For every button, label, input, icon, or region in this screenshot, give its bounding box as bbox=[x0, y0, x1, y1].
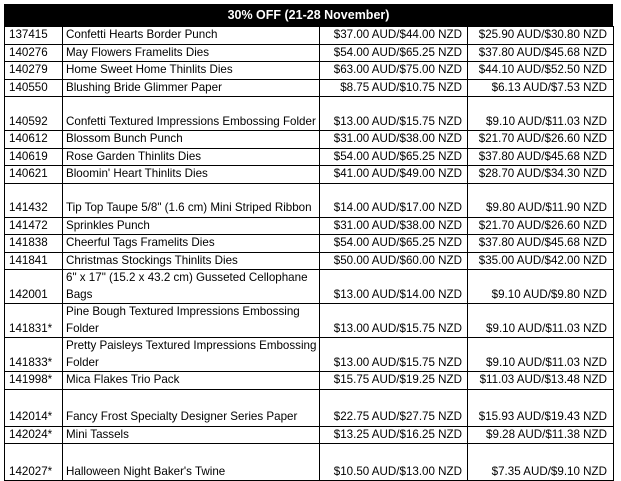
regular-price: $54.00 AUD/$65.25 NZD bbox=[320, 44, 468, 62]
table-row bbox=[5, 79, 614, 97]
product-code: 140621 bbox=[5, 166, 63, 184]
table-row bbox=[5, 304, 614, 338]
table-row bbox=[5, 148, 614, 166]
product-code: 141432 bbox=[5, 183, 63, 217]
regular-price: $63.00 AUD/$75.00 NZD bbox=[320, 62, 468, 80]
product-code: 141998* bbox=[5, 372, 63, 390]
table-row bbox=[5, 252, 614, 270]
sale-price: $6.13 AUD/$7.53 NZD bbox=[468, 79, 614, 97]
product-description: Home Sweet Home Thinlits Dies bbox=[63, 62, 320, 80]
product-table bbox=[4, 26, 614, 481]
sale-price: $25.90 AUD/$30.80 NZD bbox=[468, 27, 614, 45]
table-row bbox=[5, 166, 614, 184]
product-description: May Flowers Framelits Dies bbox=[63, 44, 320, 62]
sale-price: $9.10 AUD/$9.80 NZD bbox=[468, 270, 614, 304]
product-description: Blossom Bunch Punch bbox=[63, 131, 320, 149]
regular-price: $13.00 AUD/$15.75 NZD bbox=[320, 304, 468, 338]
product-code: 140592 bbox=[5, 97, 63, 131]
product-description: 6" x 17" (15.2 x 43.2 cm) Gusseted Cellophane Bags bbox=[63, 270, 320, 304]
sale-price: $11.03 AUD/$13.48 NZD bbox=[468, 372, 614, 390]
sale-price: $37.80 AUD/$45.68 NZD bbox=[468, 235, 614, 253]
regular-price: $14.00 AUD/$17.00 NZD bbox=[320, 183, 468, 217]
sale-price: $37.80 AUD/$45.68 NZD bbox=[468, 148, 614, 166]
regular-price: $15.75 AUD/$19.25 NZD bbox=[320, 372, 468, 390]
product-description: Mini Tassels bbox=[63, 426, 320, 444]
product-code: 141838 bbox=[5, 235, 63, 253]
sale-title: 30% OFF (21-28 November) bbox=[4, 4, 613, 26]
table-row bbox=[5, 372, 614, 390]
sale-price: $28.70 AUD/$34.30 NZD bbox=[468, 166, 614, 184]
product-code: 140276 bbox=[5, 44, 63, 62]
table-row bbox=[5, 338, 614, 372]
product-code: 142001 bbox=[5, 270, 63, 304]
regular-price: $31.00 AUD/$38.00 NZD bbox=[320, 217, 468, 235]
sale-price: $9.28 AUD/$11.38 NZD bbox=[468, 426, 614, 444]
regular-price: $54.00 AUD/$65.25 NZD bbox=[320, 148, 468, 166]
regular-price: $41.00 AUD/$49.00 NZD bbox=[320, 166, 468, 184]
product-code: 137415 bbox=[5, 27, 63, 45]
table-row bbox=[5, 426, 614, 444]
sale-price: $44.10 AUD/$52.50 NZD bbox=[468, 62, 614, 80]
product-description: Confetti Hearts Border Punch bbox=[63, 27, 320, 45]
table-row bbox=[5, 62, 614, 80]
product-description: Pine Bough Textured Impressions Embossing Folder bbox=[63, 304, 320, 338]
table-row bbox=[5, 97, 614, 131]
product-description: Bloomin' Heart Thinlits Dies bbox=[63, 166, 320, 184]
product-description: Pretty Paisleys Textured Impressions Embossing Folder bbox=[63, 338, 320, 372]
table-row bbox=[5, 235, 614, 253]
product-code: 141472 bbox=[5, 217, 63, 235]
table-row bbox=[5, 44, 614, 62]
product-code: 142014* bbox=[5, 389, 63, 426]
regular-price: $37.00 AUD/$44.00 NZD bbox=[320, 27, 468, 45]
regular-price: $13.25 AUD/$16.25 NZD bbox=[320, 426, 468, 444]
regular-price: $13.00 AUD/$14.00 NZD bbox=[320, 270, 468, 304]
regular-price: $54.00 AUD/$65.25 NZD bbox=[320, 235, 468, 253]
product-code: 141831* bbox=[5, 304, 63, 338]
regular-price: $8.75 AUD/$10.75 NZD bbox=[320, 79, 468, 97]
table-row bbox=[5, 389, 614, 426]
product-code: 141841 bbox=[5, 252, 63, 270]
sale-price: $9.10 AUD/$11.03 NZD bbox=[468, 338, 614, 372]
product-description: Confetti Textured Impressions Embossing Folder bbox=[63, 97, 320, 131]
product-code: 141833* bbox=[5, 338, 63, 372]
table-row bbox=[5, 217, 614, 235]
table-row bbox=[5, 270, 614, 304]
product-description: Blushing Bride Glimmer Paper bbox=[63, 79, 320, 97]
regular-price: $10.50 AUD/$13.00 NZD bbox=[320, 444, 468, 481]
regular-price: $31.00 AUD/$38.00 NZD bbox=[320, 131, 468, 149]
product-description: Cheerful Tags Framelits Dies bbox=[63, 235, 320, 253]
sale-price: $35.00 AUD/$42.00 NZD bbox=[468, 252, 614, 270]
sale-price: $7.35 AUD/$9.10 NZD bbox=[468, 444, 614, 481]
regular-price: $50.00 AUD/$60.00 NZD bbox=[320, 252, 468, 270]
sale-price: $21.70 AUD/$26.60 NZD bbox=[468, 131, 614, 149]
product-code: 140612 bbox=[5, 131, 63, 149]
product-description: Mica Flakes Trio Pack bbox=[63, 372, 320, 390]
sale-price: $9.10 AUD/$11.03 NZD bbox=[468, 304, 614, 338]
table-row bbox=[5, 183, 614, 217]
product-description: Sprinkles Punch bbox=[63, 217, 320, 235]
product-code: 142024* bbox=[5, 426, 63, 444]
sale-price: $9.10 AUD/$11.03 NZD bbox=[468, 97, 614, 131]
regular-price: $13.00 AUD/$15.75 NZD bbox=[320, 338, 468, 372]
sale-price: $21.70 AUD/$26.60 NZD bbox=[468, 217, 614, 235]
product-description: Halloween Night Baker's Twine bbox=[63, 444, 320, 481]
sale-sheet bbox=[4, 4, 613, 481]
sale-price: $9.80 AUD/$11.90 NZD bbox=[468, 183, 614, 217]
table-row bbox=[5, 27, 614, 45]
table-row bbox=[5, 131, 614, 149]
product-description: Fancy Frost Specialty Designer Series Paper bbox=[63, 389, 320, 426]
product-description: Christmas Stockings Thinlits Dies bbox=[63, 252, 320, 270]
sale-price: $37.80 AUD/$45.68 NZD bbox=[468, 44, 614, 62]
table-row bbox=[5, 444, 614, 481]
regular-price: $13.00 AUD/$15.75 NZD bbox=[320, 97, 468, 131]
regular-price: $22.75 AUD/$27.75 NZD bbox=[320, 389, 468, 426]
product-code: 142027* bbox=[5, 444, 63, 481]
product-code: 140279 bbox=[5, 62, 63, 80]
product-code: 140619 bbox=[5, 148, 63, 166]
product-description: Tip Top Taupe 5/8" (1.6 cm) Mini Striped Ribbon bbox=[63, 183, 320, 217]
product-code: 140550 bbox=[5, 79, 63, 97]
product-description: Rose Garden Thinlits Dies bbox=[63, 148, 320, 166]
sale-price: $15.93 AUD/$19.43 NZD bbox=[468, 389, 614, 426]
